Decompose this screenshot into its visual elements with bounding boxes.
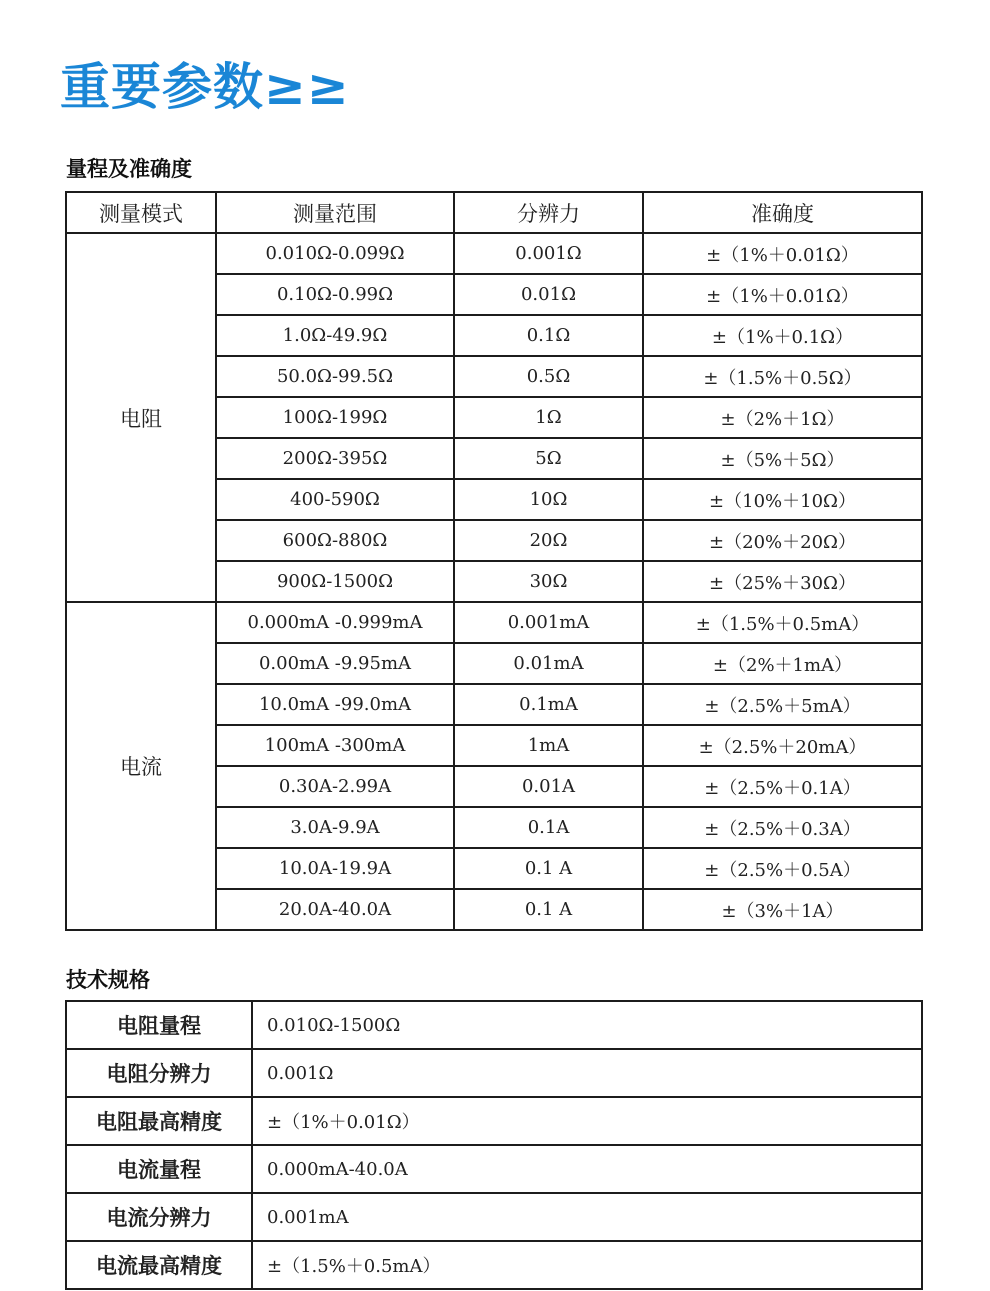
resolution-cell: 0.01mA xyxy=(454,643,643,684)
resolution-cell: 0.1A xyxy=(454,807,643,848)
spec-value: 0.000mA-40.0A xyxy=(252,1145,922,1193)
spec-value: 0.001Ω xyxy=(252,1049,922,1097)
table-row xyxy=(66,1193,922,1241)
accuracy-cell: ±（1.5%＋0.5Ω） xyxy=(643,356,922,397)
table-row xyxy=(66,1049,922,1097)
header-accuracy: 准确度 xyxy=(643,192,922,233)
resolution-cell: 0.1 A xyxy=(454,848,643,889)
spec-section-heading: 技术规格 xyxy=(66,968,150,992)
spec-value: 0.001mA xyxy=(252,1193,922,1241)
header-mode: 测量模式 xyxy=(66,192,216,233)
spec-label: 电阻分辨力 xyxy=(66,1049,252,1097)
spec-label: 电流量程 xyxy=(66,1145,252,1193)
page-title: 重要参数≥≥ xyxy=(60,58,350,116)
table-row xyxy=(66,602,922,643)
spec-label: 电流分辨力 xyxy=(66,1193,252,1241)
range-cell: 600Ω-880Ω xyxy=(216,520,454,561)
spec-value: ±（1.5%＋0.5mA） xyxy=(252,1241,922,1289)
range-cell: 10.0mA -99.0mA xyxy=(216,684,454,725)
accuracy-cell: ±（2.5%＋0.5A） xyxy=(643,848,922,889)
accuracy-cell: ±（2.5%＋0.3A） xyxy=(643,807,922,848)
range-cell: 100mA -300mA xyxy=(216,725,454,766)
table-row xyxy=(66,1145,922,1193)
range-cell: 0.10Ω-0.99Ω xyxy=(216,274,454,315)
resolution-cell: 0.5Ω xyxy=(454,356,643,397)
table-row xyxy=(66,1001,922,1049)
header-resolution: 分辨力 xyxy=(454,192,643,233)
table-row xyxy=(66,233,922,274)
accuracy-cell: ±（1.5%＋0.5mA） xyxy=(643,602,922,643)
resolution-cell: 30Ω xyxy=(454,561,643,602)
mode-resistance: 电阻 xyxy=(66,233,216,602)
resolution-cell: 20Ω xyxy=(454,520,643,561)
accuracy-cell: ±（2.5%＋20mA） xyxy=(643,725,922,766)
resolution-cell: 0.01A xyxy=(454,766,643,807)
range-cell: 1.0Ω-49.9Ω xyxy=(216,315,454,356)
tech-spec-table xyxy=(65,1000,923,1290)
range-cell: 0.000mA -0.999mA xyxy=(216,602,454,643)
header-range: 测量范围 xyxy=(216,192,454,233)
range-cell: 0.00mA -9.95mA xyxy=(216,643,454,684)
accuracy-cell: ±（1%＋0.01Ω） xyxy=(643,233,922,274)
table-row xyxy=(66,1241,922,1289)
spec-label: 电阻量程 xyxy=(66,1001,252,1049)
resolution-cell: 1Ω xyxy=(454,397,643,438)
accuracy-cell: ±（5%＋5Ω） xyxy=(643,438,922,479)
range-cell: 100Ω-199Ω xyxy=(216,397,454,438)
table-header-row xyxy=(66,192,922,233)
resolution-cell: 0.1Ω xyxy=(454,315,643,356)
resolution-cell: 5Ω xyxy=(454,438,643,479)
range-cell: 50.0Ω-99.5Ω xyxy=(216,356,454,397)
resolution-cell: 0.001Ω xyxy=(454,233,643,274)
mode-current: 电流 xyxy=(66,602,216,930)
spec-value: ±（1%＋0.01Ω） xyxy=(252,1097,922,1145)
spec-label: 电阻最高精度 xyxy=(66,1097,252,1145)
resolution-cell: 0.01Ω xyxy=(454,274,643,315)
accuracy-cell: ±（2.5%＋5mA） xyxy=(643,684,922,725)
range-accuracy-table xyxy=(65,191,923,931)
resolution-cell: 0.1 A xyxy=(454,889,643,930)
range-section-heading: 量程及准确度 xyxy=(66,157,192,181)
table-row xyxy=(66,1097,922,1145)
accuracy-cell: ±（2%＋1Ω） xyxy=(643,397,922,438)
resolution-cell: 10Ω xyxy=(454,479,643,520)
accuracy-cell: ±（1%＋0.1Ω） xyxy=(643,315,922,356)
range-cell: 0.30A-2.99A xyxy=(216,766,454,807)
accuracy-cell: ±（25%＋30Ω） xyxy=(643,561,922,602)
resolution-cell: 1mA xyxy=(454,725,643,766)
spec-label: 电流最高精度 xyxy=(66,1241,252,1289)
range-cell: 10.0A-19.9A xyxy=(216,848,454,889)
spec-value: 0.010Ω-1500Ω xyxy=(252,1001,922,1049)
resolution-cell: 0.1mA xyxy=(454,684,643,725)
accuracy-cell: ±（20%＋20Ω） xyxy=(643,520,922,561)
accuracy-cell: ±（2%＋1mA） xyxy=(643,643,922,684)
resolution-cell: 0.001mA xyxy=(454,602,643,643)
range-cell: 200Ω-395Ω xyxy=(216,438,454,479)
range-cell: 20.0A-40.0A xyxy=(216,889,454,930)
accuracy-cell: ±（2.5%＋0.1A） xyxy=(643,766,922,807)
range-cell: 3.0A-9.9A xyxy=(216,807,454,848)
accuracy-cell: ±（1%＋0.01Ω） xyxy=(643,274,922,315)
range-cell: 400-590Ω xyxy=(216,479,454,520)
accuracy-cell: ±（10%＋10Ω） xyxy=(643,479,922,520)
accuracy-cell: ±（3%＋1A） xyxy=(643,889,922,930)
range-cell: 900Ω-1500Ω xyxy=(216,561,454,602)
range-cell: 0.010Ω-0.099Ω xyxy=(216,233,454,274)
